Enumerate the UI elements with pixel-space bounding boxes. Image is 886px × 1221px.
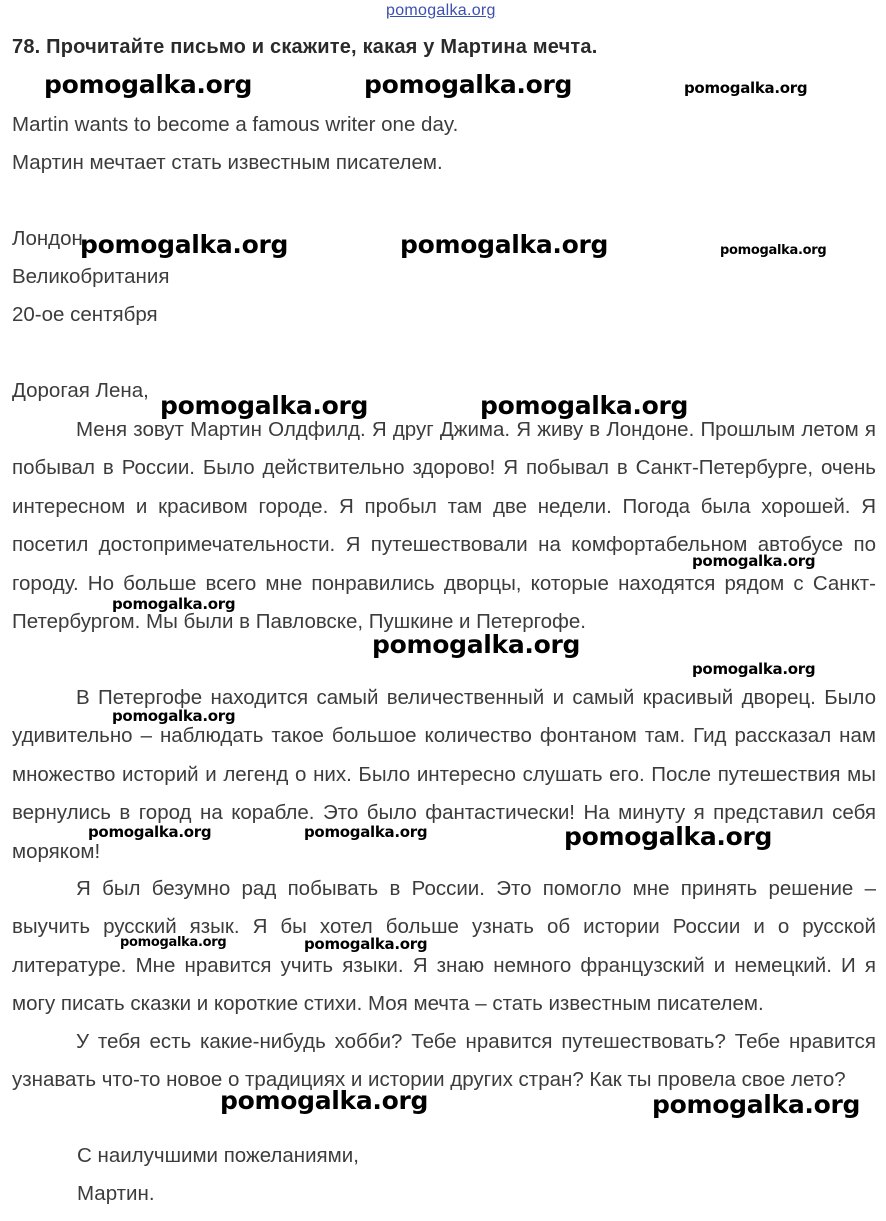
watermark: pomogalka.org: [220, 1086, 429, 1115]
watermark: pomogalka.org: [720, 243, 827, 258]
watermark: pomogalka.org: [652, 1090, 861, 1119]
watermark: pomogalka.org: [88, 823, 212, 841]
letter-address-country: Великобритания: [12, 265, 170, 288]
answer-russian: Мартин мечтает стать известным писателем.: [12, 151, 443, 174]
watermark: pomogalka.org: [304, 823, 428, 841]
exercise-heading: 78. Прочитайте письмо и скажите, какая у Мартина мечта.: [12, 36, 598, 58]
letter-address-city: Лондон: [12, 227, 83, 250]
letter-date: 20-ое сентября: [12, 303, 158, 326]
watermark: pomogalka.org: [692, 552, 816, 570]
watermark: pomogalka.org: [160, 391, 369, 420]
watermark: pomogalka.org: [112, 595, 236, 613]
watermark: pomogalka.org: [372, 630, 581, 659]
letter-paragraph-4: У тебя есть какие-нибудь хобби? Тебе нравится путешествовать? Тебе нравится узнавать что-то новое о традициях и истории других стран? Как ты провела свое лето?: [12, 1030, 876, 1092]
letter-closing: С наилучшими пожеланиями,: [77, 1144, 359, 1167]
watermark: pomogalka.org: [480, 391, 689, 420]
watermark: pomogalka.org: [364, 70, 573, 99]
letter-greeting: Дорогая Лена,: [12, 379, 149, 402]
watermark: pomogalka.org: [564, 822, 773, 851]
watermark: pomogalka.org: [304, 935, 428, 953]
watermark: pomogalka.org: [120, 935, 227, 950]
watermark: pomogalka.org: [684, 79, 808, 97]
watermark: pomogalka.org: [400, 230, 609, 259]
watermark: pomogalka.org: [692, 660, 816, 678]
letter-paragraph-3: Я был безумно рад побывать в России. Это помогло мне принять решение – выучить русский язык. Я бы хотел больше узнать об истории России и о русской литературе. Мне нравится учить языки. Я знаю немного французский и немецкий. И я могу писать сказки и короткие стихи. Моя мечта – стать известным писателем.: [12, 877, 876, 1016]
letter-signature: Мартин.: [77, 1182, 155, 1205]
watermark: pomogalka.org: [44, 70, 253, 99]
letter-paragraph-1: Меня зовут Мартин Олдфилд. Я друг Джима. Я живу в Лондоне. Прошлым летом я побывал в России. Было действительно здорово! Я побывал в Санкт-Петербурге, очень интересном и красивом городе. Я пробыл там две недели. Погода была хорошей. Я посетил достопримечательности. Я путешествовали на комфортабельном автобусе по городу. Но больше всего мне понравились дворцы, которые находятся рядом с Санкт-Петербургом. Мы были в Павловске, Пушкине и Петергофе.: [12, 418, 876, 634]
watermark: pomogalka.org: [112, 707, 236, 725]
site-link[interactable]: pomogalka.org: [386, 2, 496, 19]
answer-english: Martin wants to become a famous writer one day.: [12, 113, 459, 136]
letter-paragraph-2: В Петергофе находится самый величественный и самый красивый дворец. Было удивительно – наблюдать такое большое количество фонтаном там. Гид рассказал нам множество историй и легенд о них. Было интересно слушать его. После путешествия мы вернулись в город на корабле. Это было фантастически! На минуту я представил себя моряком!: [12, 686, 876, 863]
watermark: pomogalka.org: [80, 230, 289, 259]
